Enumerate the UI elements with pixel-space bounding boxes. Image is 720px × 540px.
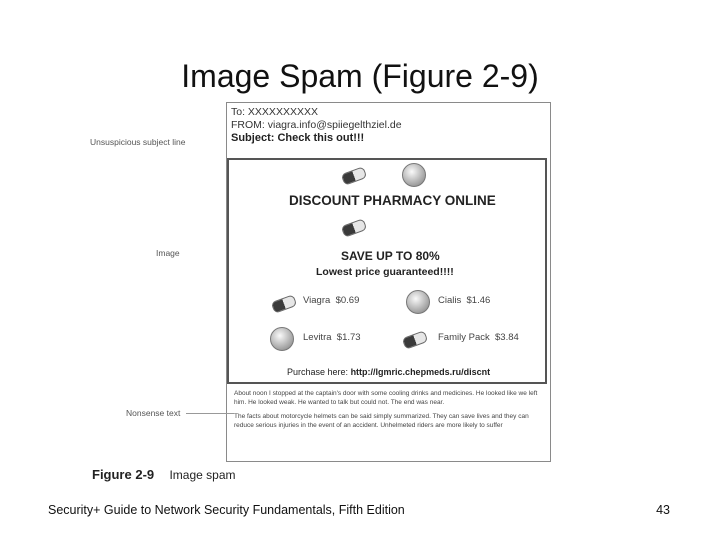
product-name: Cialis: [438, 295, 462, 306]
round-tablet-icon: [270, 327, 294, 351]
product-price: $0.69: [335, 295, 360, 306]
round-tablet-icon: [402, 163, 426, 187]
email-subject: Subject: Check this out!!!: [231, 132, 365, 144]
nonsense-paragraph: About noon I stopped at the captain's door with some cooling drinks and medicines. He looked like we left him. He looked weak. He wanted to talk but could not. The end was near.: [234, 390, 538, 406]
purchase-label: Purchase here:: [287, 367, 349, 377]
slide-footer: Security+ Guide to Network Security Fundamentals, Fifth Edition: [48, 503, 405, 517]
spam-headline: DISCOUNT PHARMACY ONLINE: [289, 193, 496, 208]
callout-leader-line: [186, 413, 234, 414]
product-viagra: [303, 295, 359, 306]
nonsense-text: [234, 390, 542, 436]
product-levitra: [303, 332, 361, 343]
page-number: 43: [656, 503, 670, 517]
email-header: [231, 106, 402, 145]
figure-label: Figure 2-9: [92, 467, 155, 482]
product-family-pack: [438, 332, 519, 343]
spam-lowest-price: Lowest price guaranteed!!!!: [316, 266, 454, 278]
slide-title: Image Spam (Figure 2-9): [181, 58, 539, 94]
product-name: Levitra: [303, 332, 332, 343]
round-tablet-icon: [406, 290, 430, 314]
callout-subject-line: Unsuspicious subject line: [90, 137, 186, 147]
figure-caption-text: Image spam: [169, 468, 236, 482]
product-cialis: [438, 295, 490, 306]
email-to: To: XXXXXXXXXX: [231, 106, 318, 118]
figure-caption: [92, 467, 236, 482]
callout-nonsense-text: Nonsense text: [126, 408, 181, 418]
purchase-url: http://lgmric.chepmeds.ru/discnt: [350, 367, 491, 377]
product-price: $1.46: [466, 295, 491, 306]
spam-save-text: SAVE UP TO 80%: [341, 249, 440, 263]
product-price: $3.84: [495, 332, 519, 343]
purchase-line: [287, 367, 490, 377]
callout-image: Image: [156, 248, 180, 258]
email-from: FROM: viagra.info@spiiegelthziel.de: [231, 119, 402, 131]
nonsense-paragraph: The facts about motorcycle helmets can be said simply summarized. They can save lives and they can reduce serious injuries in the event of an accident. Unhelmeted riders are more likely to suffer: [234, 413, 529, 429]
product-price: $1.73: [336, 332, 361, 343]
product-name: Family Pack: [438, 332, 490, 343]
product-name: Viagra: [303, 295, 331, 306]
